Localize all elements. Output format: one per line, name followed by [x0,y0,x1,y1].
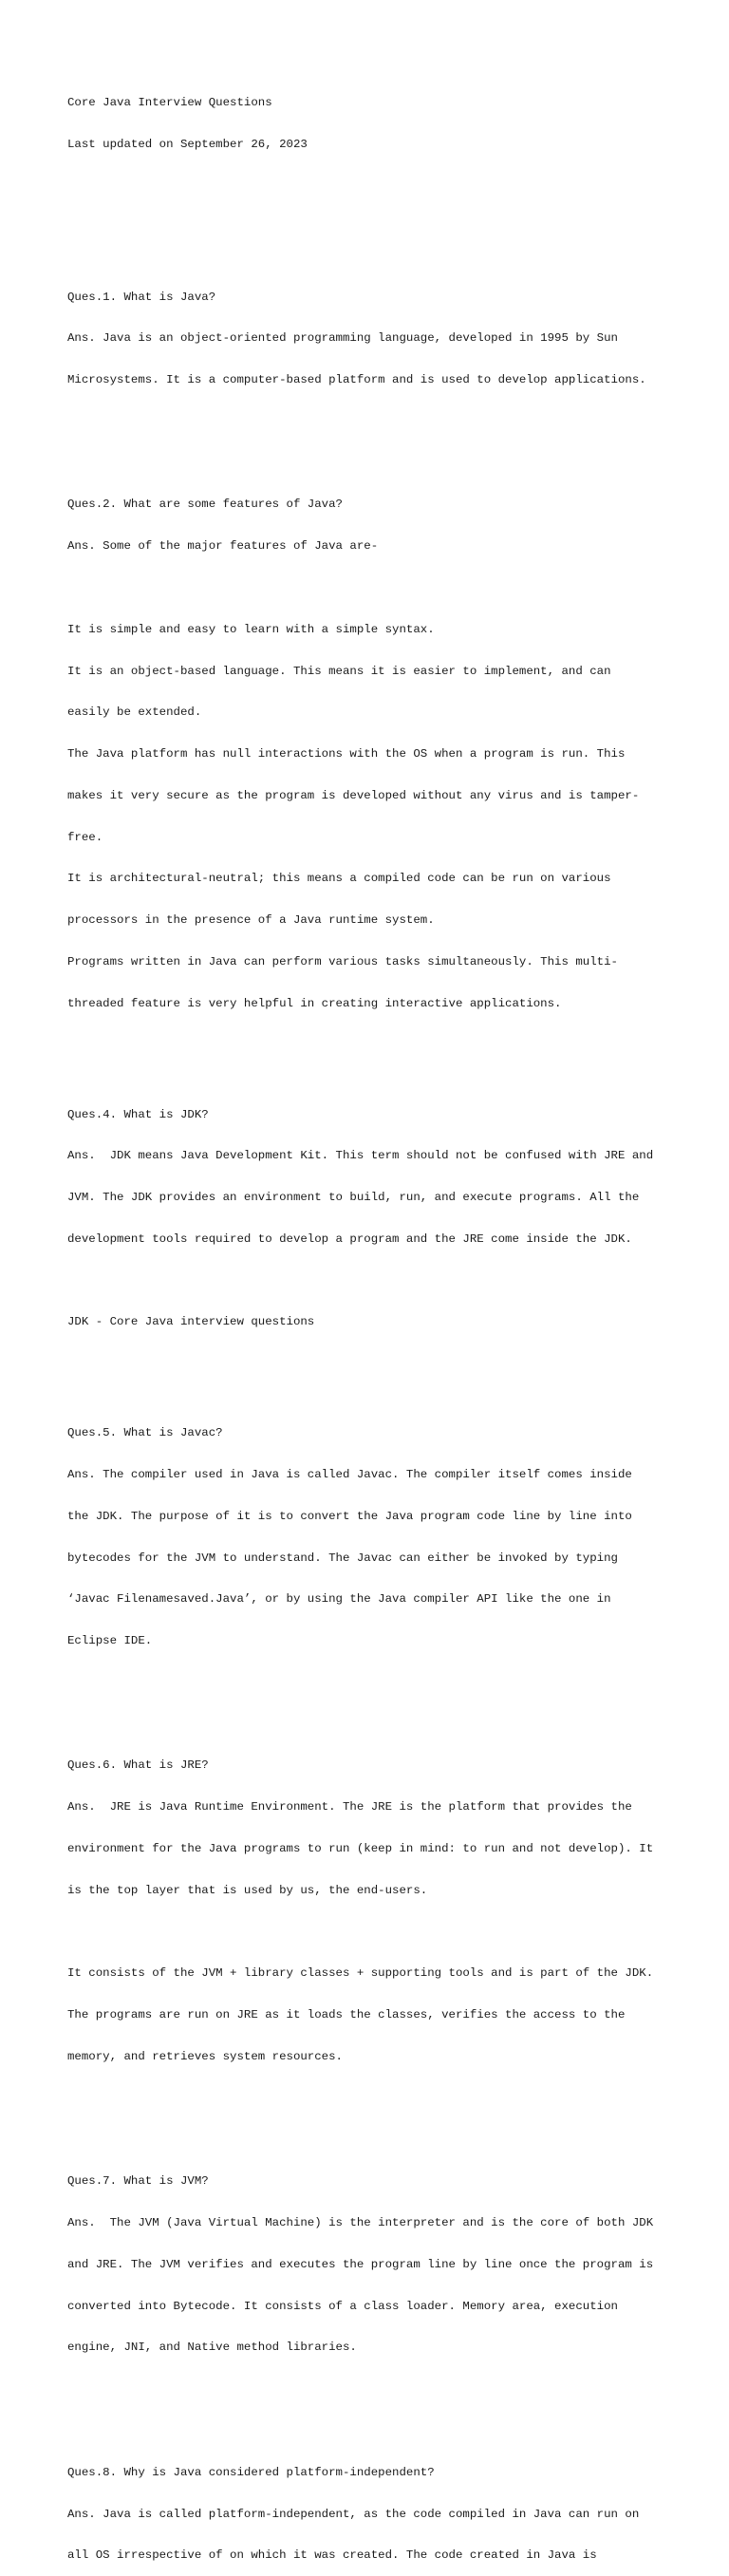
answer-line: Ans. The JVM (Java Virtual Machine) is the interpreter and is the core of both JDK [67,2216,654,2230]
answer-line: Ans. Some of the major features of Java are- [67,539,379,554]
answer-line: It consists of the JVM + library classes + supporting tools and is part of the JDK. [67,1966,654,1981]
answer-line: Ans. Java is called platform-independent, as the code compiled in Java can run on [67,2507,640,2521]
question-heading: Ques.6. What is JRE? [67,1758,209,1773]
answer-line: development tools required to develop a program and the JRE come inside the JDK. [67,1232,632,1246]
document-title: Core Java Interview Questions [67,96,272,110]
answer-line: Eclipse IDE. [67,1634,153,1648]
answer-line: memory, and retrieves system resources. [67,2049,343,2063]
answer-line: JVM. The JDK provides an environment to build, run, and execute programs. All the [67,1191,640,1205]
answer-line: Ans. JDK means Java Development Kit. This term should not be confused with JRE and [67,1149,654,1163]
feature-line: It is architectural-neutral; this means a compiled code can be run on various [67,872,611,886]
answer-line: bytecodes for the JVM to understand. The Javac can either be invoked by typing [67,1551,618,1565]
feature-line: It is an object-based language. This means it is easier to implement, and can [67,664,611,678]
question-heading: Ques.4. What is JDK? [67,1107,209,1121]
question-heading: Ques.2. What are some features of Java? [67,498,343,512]
question-heading: Ques.1. What is Java? [67,290,216,304]
answer-line: and JRE. The JVM verifies and executes the program line by line once the program is [67,2257,654,2271]
answer-line: Microsystems. It is a computer-based platform and is used to develop applications. [67,373,646,387]
answer-line: Ans. Java is an object-oriented programming language, developed in 1995 by Sun [67,331,618,346]
document-body [67,68,713,2576]
feature-line: The Java platform has null interactions with the OS when a program is run. This [67,747,626,762]
question-heading: Ques.8. Why is Java considered platform-independent? [67,2465,435,2479]
answer-line: Ans. JRE is Java Runtime Environment. The JRE is the platform that provides the [67,1800,632,1814]
answer-line: is the top layer that is used by us, the end-users. [67,1883,428,1897]
last-updated-date: Last updated on September 26, 2023 [67,137,308,151]
image-caption: JDK - Core Java interview questions [67,1315,315,1329]
answer-line: the JDK. The purpose of it is to convert the Java program code line by line into [67,1509,632,1523]
answer-line: The programs are run on JRE as it loads the classes, verifies the access to the [67,2008,626,2022]
feature-line: free. [67,830,103,844]
answer-line: environment for the Java programs to run (keep in mind: to run and not develop). It [67,1842,654,1855]
feature-line: easily be extended. [67,705,202,720]
feature-line: threaded feature is very helpful in creating interactive applications. [67,996,562,1010]
question-heading: Ques.7. What is JVM? [67,2174,209,2189]
answer-line: Ans. The compiler used in Java is called Javac. The compiler itself comes inside [67,1467,632,1481]
answer-line: converted into Bytecode. It consists of a class loader. Memory area, execution [67,2299,618,2313]
feature-line: makes it very secure as the program is developed without any virus and is tamper- [67,788,640,802]
answer-line: all OS irrespective of on which it was created. The code created in Java is [67,2548,597,2563]
answer-line: engine, JNI, and Native method libraries. [67,2341,357,2355]
answer-line: ‘Javac Filenamesaved.Java’, or by using the Java compiler API like the one in [67,1592,611,1607]
feature-line: processors in the presence of a Java runtime system. [67,913,435,928]
feature-line: It is simple and easy to learn with a simple syntax. [67,622,435,636]
feature-line: Programs written in Java can perform various tasks simultaneously. This multi- [67,955,618,968]
question-heading: Ques.5. What is Javac? [67,1426,223,1440]
